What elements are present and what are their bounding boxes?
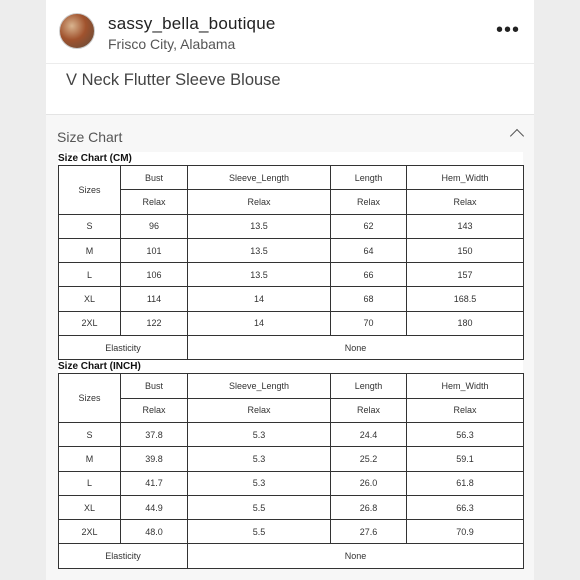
- table-cell: L: [59, 263, 121, 287]
- table-cell: 5.3: [188, 447, 331, 471]
- column-subheader: Relax: [331, 398, 407, 422]
- column-header: Hem_Width: [407, 166, 524, 190]
- seller-location: Frisco City, Alabama: [108, 36, 236, 52]
- table-cell: 168.5: [407, 287, 524, 311]
- table-cell: 70.9: [407, 520, 524, 544]
- table-row: [59, 263, 524, 287]
- table-cell: 44.9: [121, 495, 188, 519]
- table-cell: 114: [121, 287, 188, 311]
- table-cell: 61.8: [407, 471, 524, 495]
- table-cell: 180: [407, 311, 524, 335]
- seller-username[interactable]: sassy_bella_boutique: [108, 14, 276, 33]
- table-cell: 68: [331, 287, 407, 311]
- table-header-row: [59, 374, 524, 398]
- table-cell: M: [59, 447, 121, 471]
- table-cell: 70: [331, 311, 407, 335]
- listing-title: V Neck Flutter Sleeve Blouse: [66, 71, 281, 89]
- table-cell: 62: [331, 214, 407, 238]
- column-header: Sizes: [59, 374, 121, 423]
- more-horizontal-icon[interactable]: •••: [495, 19, 520, 41]
- table-cell: 2XL: [59, 311, 121, 335]
- table-cell: 39.8: [121, 447, 188, 471]
- table-cell: 143: [407, 214, 524, 238]
- seller-header: [46, 0, 534, 64]
- table-row: [59, 287, 524, 311]
- table-cell: M: [59, 238, 121, 262]
- elasticity-label: Elasticity: [59, 336, 188, 360]
- column-header: Length: [331, 166, 407, 190]
- column-header: Hem_Width: [407, 374, 524, 398]
- column-header: Bust: [121, 166, 188, 190]
- table-cell: 5.3: [188, 471, 331, 495]
- chevron-up-icon[interactable]: [510, 129, 524, 143]
- table-row: [59, 495, 524, 519]
- size-chart-panel: [46, 114, 534, 580]
- table-row: [59, 311, 524, 335]
- column-subheader: Relax: [188, 190, 331, 214]
- table-cell: 122: [121, 311, 188, 335]
- table-cell: 150: [407, 238, 524, 262]
- table-cell: S: [59, 214, 121, 238]
- column-subheader: Relax: [331, 190, 407, 214]
- listing-card: [46, 0, 534, 580]
- table-row: [59, 422, 524, 446]
- table-cell: XL: [59, 287, 121, 311]
- table-cell: 26.0: [331, 471, 407, 495]
- elasticity-label: Elasticity: [59, 544, 188, 568]
- table-footer-row: [59, 336, 524, 360]
- seller-avatar[interactable]: [59, 13, 95, 49]
- table-cell: 41.7: [121, 471, 188, 495]
- size-chart-caption: Size Chart (INCH): [58, 361, 141, 373]
- table-cell: 101: [121, 238, 188, 262]
- table-cell: 5.5: [188, 520, 331, 544]
- table-subheader-row: [59, 398, 524, 422]
- table-cell: 66.3: [407, 495, 524, 519]
- table-cell: 37.8: [121, 422, 188, 446]
- table-cell: 66: [331, 263, 407, 287]
- table-cell: XL: [59, 495, 121, 519]
- size-chart-table: [58, 373, 524, 568]
- table-cell: L: [59, 471, 121, 495]
- column-subheader: Relax: [407, 190, 524, 214]
- table-cell: 48.0: [121, 520, 188, 544]
- elasticity-value: None: [188, 336, 524, 360]
- table-footer-row: [59, 544, 524, 568]
- table-cell: 25.2: [331, 447, 407, 471]
- table-row: [59, 520, 524, 544]
- table-cell: 27.6: [331, 520, 407, 544]
- table-subheader-row: [59, 190, 524, 214]
- table-cell: 13.5: [188, 238, 331, 262]
- table-row: [59, 471, 524, 495]
- table-cell: 106: [121, 263, 188, 287]
- column-subheader: Relax: [121, 398, 188, 422]
- table-cell: 24.4: [331, 422, 407, 446]
- table-row: [59, 238, 524, 262]
- column-subheader: Relax: [407, 398, 524, 422]
- column-header: Sizes: [59, 166, 121, 215]
- table-cell: 5.5: [188, 495, 331, 519]
- table-row: [59, 447, 524, 471]
- column-header: Sleeve_Length: [188, 374, 331, 398]
- table-cell: 13.5: [188, 263, 331, 287]
- size-chart-panel-title[interactable]: Size Chart: [57, 129, 123, 145]
- table-header-row: [59, 166, 524, 190]
- table-cell: 5.3: [188, 422, 331, 446]
- table-cell: 14: [188, 287, 331, 311]
- size-chart-image: [58, 152, 523, 569]
- size-chart-caption: Size Chart (CM): [58, 153, 132, 164]
- column-header: Length: [331, 374, 407, 398]
- table-cell: 2XL: [59, 520, 121, 544]
- size-chart-table: [58, 165, 524, 360]
- table-cell: 13.5: [188, 214, 331, 238]
- column-header: Bust: [121, 374, 188, 398]
- column-subheader: Relax: [121, 190, 188, 214]
- table-cell: 14: [188, 311, 331, 335]
- table-cell: 26.8: [331, 495, 407, 519]
- table-cell: 56.3: [407, 422, 524, 446]
- column-subheader: Relax: [188, 398, 331, 422]
- table-cell: 59.1: [407, 447, 524, 471]
- table-cell: S: [59, 422, 121, 446]
- table-cell: 96: [121, 214, 188, 238]
- table-row: [59, 214, 524, 238]
- column-header: Sleeve_Length: [188, 166, 331, 190]
- table-cell: 64: [331, 238, 407, 262]
- table-cell: 157: [407, 263, 524, 287]
- elasticity-value: None: [188, 544, 524, 568]
